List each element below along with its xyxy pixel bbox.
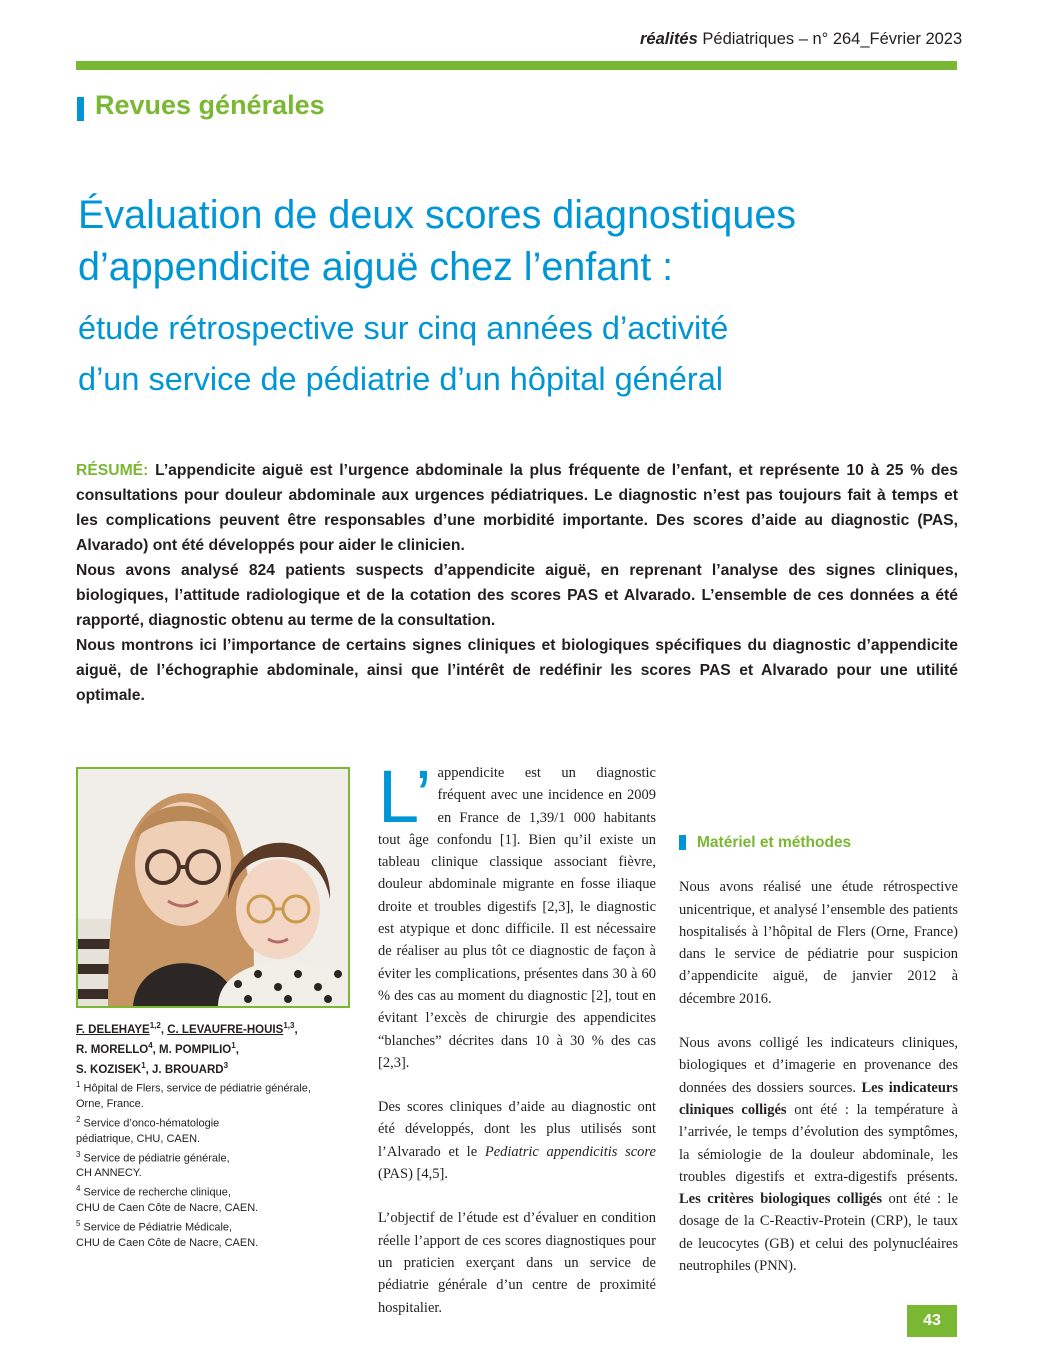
author-affiliation-ref: 4	[148, 1040, 153, 1050]
abstract	[76, 458, 958, 708]
affiliation-text: Hôpital de Flers, service de pédiatrie générale,	[83, 1083, 311, 1096]
abstract-paragraph-1	[76, 458, 958, 558]
article-title-line-1: Évaluation de deux scores diagnostiques	[78, 193, 797, 237]
header-rule	[76, 61, 957, 70]
section-marker	[77, 97, 84, 121]
author-photo	[76, 767, 350, 1008]
journal-issue: Pédiatriques – n° 264_Février 2023	[702, 30, 963, 48]
author-name: R. MORELLO	[76, 1043, 149, 1056]
affiliation-number: 3	[76, 1149, 81, 1159]
author-affiliation-ref: 1	[141, 1060, 146, 1070]
affiliation-number: 4	[76, 1184, 81, 1194]
author-separator: ,	[145, 1063, 153, 1076]
abstract-paragraph-3: Nous montrons ici l’importance de certains signes cliniques et biologiques spécifiques du diagnostic d’appendicite aiguë, de l’échographie abdominale, ainsi que l’intérêt de redéfinir les scores PAS et Alvarado pour une utilité optimale.	[76, 637, 958, 704]
abstract-paragraph-2: Nous avons analysé 824 patients suspects d’appendicite aiguë, en reprenant l’analyse des signes cliniques, biologiques, l’attitude radiologique et de la cotation des scores PAS et Alvarado. L’ensemble de ces données a été rapporté, diagnostic obtenu au terme de la consultation.	[76, 562, 958, 629]
affiliation-number: 1	[76, 1080, 81, 1090]
body-text: Des scores cliniques d’aide au diagnostic ont été développés, dont les plus utilisés sont l’Alvarado et le	[378, 1099, 656, 1160]
body-paragraph-scores	[378, 1096, 656, 1185]
author-name: M. POMPILIO	[159, 1043, 232, 1056]
article-subtitle-line-1: étude rétrospective sur cinq années d’activité	[78, 310, 729, 346]
author-separator: ,	[235, 1043, 239, 1056]
affiliation-line: CHU de Caen Côte de Nacre, CAEN.	[76, 1202, 259, 1215]
body-text: (PAS) [4,5].	[378, 1166, 448, 1183]
body-column-right	[679, 762, 958, 1299]
author-affiliation-ref: 1,3	[283, 1021, 295, 1030]
affiliation-text: Service de recherche clinique,	[83, 1187, 231, 1200]
journal-name: réalités	[640, 30, 698, 48]
section-title: Revues générales	[95, 90, 325, 120]
dropcap: L’	[378, 755, 432, 838]
affiliation-text: Service d’onco-hématologie	[83, 1117, 220, 1130]
heading-marker	[679, 835, 686, 850]
author-affiliation-ref: 1	[231, 1040, 236, 1050]
affiliation-number: 5	[76, 1219, 81, 1229]
abstract-text-1: L’appendicite aiguë est l’urgence abdominale la plus fréquente de l’enfant, et représente 10 à 25 % des consultations pour douleur abdominale aux urgences pédiatriques. Le diagnostic n’est pas toujours fait à temps et les complications peuvent être responsables d’une morbidité importante. Des scores d’aide au diagnostic (PAS, Alvarado) ont été développés pour aider le clinicien.	[76, 462, 958, 554]
author-name: C. LEVAUFRE-HOUIS	[167, 1023, 284, 1036]
body-text-bold: Les indicateurs cliniques colligés	[679, 1079, 959, 1118]
affiliation-line	[76, 1112, 356, 1132]
affiliations	[76, 1077, 356, 1250]
author-name: S. KOZISEK	[76, 1063, 142, 1076]
running-header	[640, 30, 963, 49]
author-separator: ,	[152, 1043, 160, 1056]
methods-paragraph-2	[679, 1032, 958, 1277]
methods-heading	[679, 832, 958, 854]
author-photo-icon	[78, 769, 348, 1006]
author-line	[76, 1058, 356, 1078]
affiliation-line	[76, 1216, 356, 1236]
body-paragraph-objective: L’objectif de l’étude est d’évaluer en condition réelle l’apport de ces scores diagnostiques pour un praticien exerçant dans un service de pédiatrie générale d’un centre de proximité hospitalier.	[378, 1210, 656, 1316]
body-text: Nous avons colligé les indicateurs cliniques, biologiques et d’imagerie en provenance des données des dossiers sources.	[679, 1035, 958, 1096]
author-line	[76, 1018, 356, 1038]
article-subtitle-line-2: d’un service de pédiatrie d’un hôpital général	[78, 361, 724, 397]
affiliation-line	[76, 1181, 356, 1201]
affiliation-line: CH ANNECY.	[76, 1167, 142, 1180]
affiliation-line: Orne, France.	[76, 1098, 144, 1111]
author-affiliation-ref: 1,2	[149, 1021, 161, 1030]
article-title-line-2: d’appendicite aiguë chez l’enfant :	[78, 245, 674, 289]
body-intro-text: appendicite est un diagnostic fréquent avec une incidence en 2009 en France de 1,39/1 000 habitants tout âge confondu [1]. Bien qu’il existe un tableau clinique classique associant fièvre, douleur abdominale migrante en fosse iliaque droite et troubles digestifs [2,3], le diagnostic est atypique et donc difficile. Il est nécessaire de réaliser au plus tôt ce diagnostic de façon à éviter les complications, présentes dans 30 à 60 % des cas au moment du diagnostic [2], tout en évitant l’excès de chirurgie des appendicites “blanches” décrites dans 10 à 30 % des cas [2,3].	[378, 765, 656, 1071]
author-name: J. BROUARD	[152, 1063, 224, 1076]
author-block	[76, 1018, 356, 1251]
body-text: ont été : la température à l’arrivée, le temps d’évolution des symptômes, la sémiologie de la douleur abdominale, les troubles digestifs et extra-digestifs présents.	[679, 1101, 958, 1185]
affiliation-line	[76, 1147, 356, 1167]
author-separator: ,	[160, 1023, 168, 1036]
author-separator: ,	[294, 1023, 298, 1036]
affiliation-line: CHU de Caen Côte de Nacre, CAEN.	[76, 1236, 259, 1249]
body-text: ont été : le dosage de la C-Reactiv-Protein (CRP), le taux de leucocytes (GB) et celui des polynucléaires neutrophiles (PNN).	[679, 1191, 959, 1275]
body-text-italic: Pediatric appendicitis score	[484, 1143, 656, 1160]
body-column-middle	[378, 755, 656, 1316]
methods-paragraph-1: Nous avons réalisé une étude rétrospective unicentrique, et analysé l’ensemble des patients hospitalisés à l’hôpital de Flers (Orne, France) dans le service de pédiatrie pour suspicion d’appendicite aiguë, de janvier 2012 à décembre 2016.	[679, 879, 958, 1007]
affiliation-text: Service de Pédiatrie Médicale,	[83, 1221, 233, 1234]
abstract-label: RÉSUMÉ:	[76, 462, 149, 479]
affiliation-text: Service de pédiatrie générale,	[83, 1152, 230, 1165]
methods-heading-text: Matériel et méthodes	[697, 834, 852, 851]
author-affiliation-ref: 3	[223, 1060, 229, 1070]
objective-continuation	[679, 762, 958, 806]
author-name: F. DELEHAYE	[76, 1023, 150, 1036]
affiliation-line	[76, 1077, 356, 1097]
author-names	[76, 1018, 356, 1077]
affiliation-number: 2	[76, 1115, 81, 1125]
author-line	[76, 1038, 356, 1058]
page-number: 43	[907, 1305, 957, 1337]
body-paragraph-intro	[378, 755, 656, 1074]
affiliation-line: pédiatrique, CHU, CAEN.	[76, 1132, 201, 1145]
body-text-bold: Les critères biologiques colligés	[679, 1191, 882, 1208]
